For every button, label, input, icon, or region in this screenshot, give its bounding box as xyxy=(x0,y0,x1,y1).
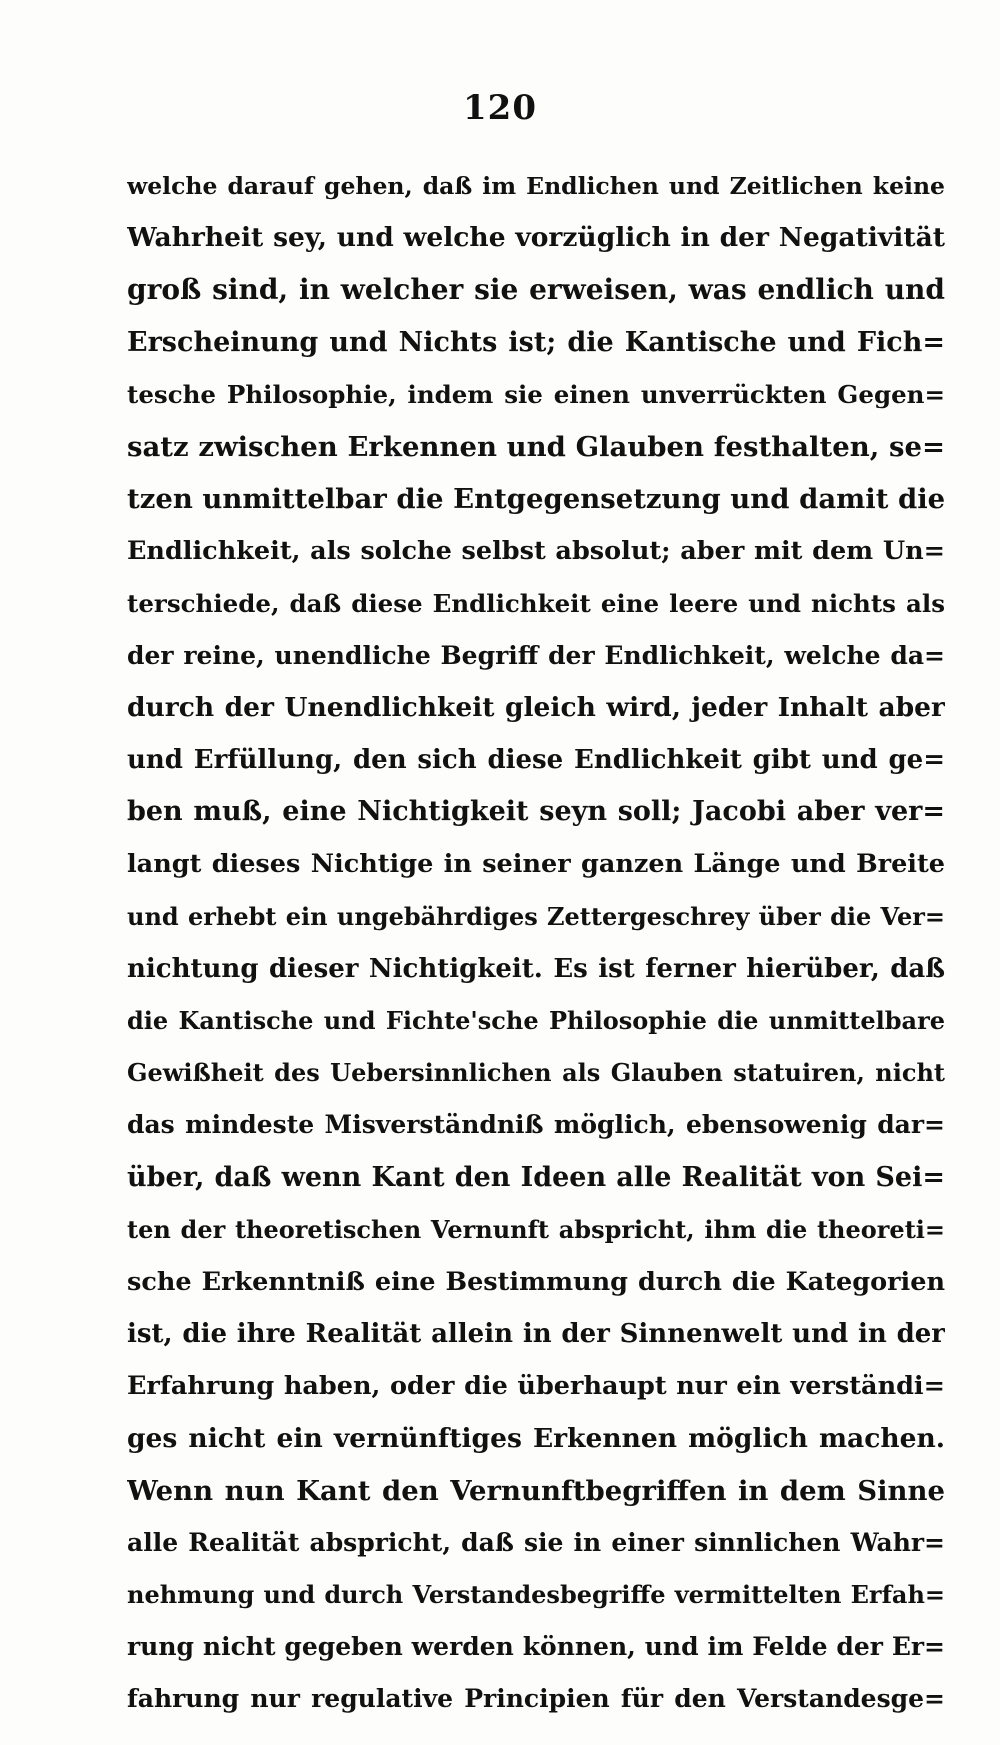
body-text xyxy=(127,160,945,1726)
text-line: Erfahrung haben, oder die überhaupt nur ein verständi= xyxy=(127,1371,945,1402)
text-line: durch der Unendlichkeit gleich wird, jeder Inhalt aber xyxy=(127,691,945,723)
text-line: die Kantische und Fichte'sche Philosophie die unmittelbare xyxy=(127,1006,945,1035)
text-line: fahrung nur regulative Principien für den Verstandesge= xyxy=(127,1684,945,1714)
text-line: nehmung und durch Verstandesbegriffe vermittelten Erfah= xyxy=(127,1580,945,1610)
text-line: der reine, unendliche Begriff der Endlichkeit, welche da= xyxy=(127,640,945,670)
text-line: ten der theoretischen Vernunft abspricht, ihm die theoreti= xyxy=(127,1214,945,1244)
text-line: ben muß, eine Nichtigkeit seyn soll; Jacobi aber ver= xyxy=(127,796,945,828)
text-line: ist, die ihre Realität allein in der Sinnenwelt und in der xyxy=(127,1319,945,1350)
text-line: Gewißheit des Uebersinnlichen als Glauben statuiren, nicht xyxy=(127,1058,945,1088)
text-line: alle Realität abspricht, daß sie in einer sinnlichen Wahr= xyxy=(127,1527,945,1557)
text-line: langt dieses Nichtige in seiner ganzen Länge und Breite xyxy=(127,849,945,880)
text-line: tzen unmittelbar die Entgegensetzung und damit die xyxy=(127,483,945,516)
text-line: Erscheinung und Nichts ist; die Kantische und Fich= xyxy=(127,326,945,358)
text-line: tesche Philosophie, indem sie einen unverrückten Gegen= xyxy=(127,379,945,409)
text-line: sche Erkenntniß eine Bestimmung durch die Kategorien xyxy=(127,1266,945,1297)
text-line: über, daß wenn Kant den Ideen alle Realität von Sei= xyxy=(127,1161,945,1193)
text-line: und Erfüllung, den sich diese Endlichkeit gibt und ge= xyxy=(127,745,945,776)
text-line: nichtung dieser Nichtigkeit. Es ist ferner hierüber, daß xyxy=(127,953,945,984)
text-line: und erhebt ein ungebährdiges Zettergeschrey über die Ver= xyxy=(127,901,945,931)
text-line: welche darauf gehen, daß im Endlichen und Zeitlichen keine xyxy=(127,172,945,200)
text-line: satz zwischen Erkennen und Glauben festhalten, se= xyxy=(127,430,945,463)
text-line: terschiede, daß diese Endlichkeit eine leere und nichts als xyxy=(127,588,945,618)
text-line: rung nicht gegeben werden können, und im Felde der Er= xyxy=(127,1632,945,1662)
text-line: das mindeste Misverständniß möglich, ebensowenig dar= xyxy=(127,1110,945,1140)
text-line: Endlichkeit, als solche selbst absolut; aber mit dem Un= xyxy=(127,536,945,567)
page-number: 120 xyxy=(463,88,537,128)
text-line: Wenn nun Kant den Vernunftbegriffen in dem Sinne xyxy=(127,1474,945,1507)
text-line: groß sind, in welcher sie erweisen, was endlich und xyxy=(127,273,945,307)
text-line: Wahrheit sey, und welche vorzüglich in der Negativität xyxy=(127,222,945,254)
text-line: ges nicht ein vernünftiges Erkennen möglich machen. xyxy=(127,1422,945,1454)
